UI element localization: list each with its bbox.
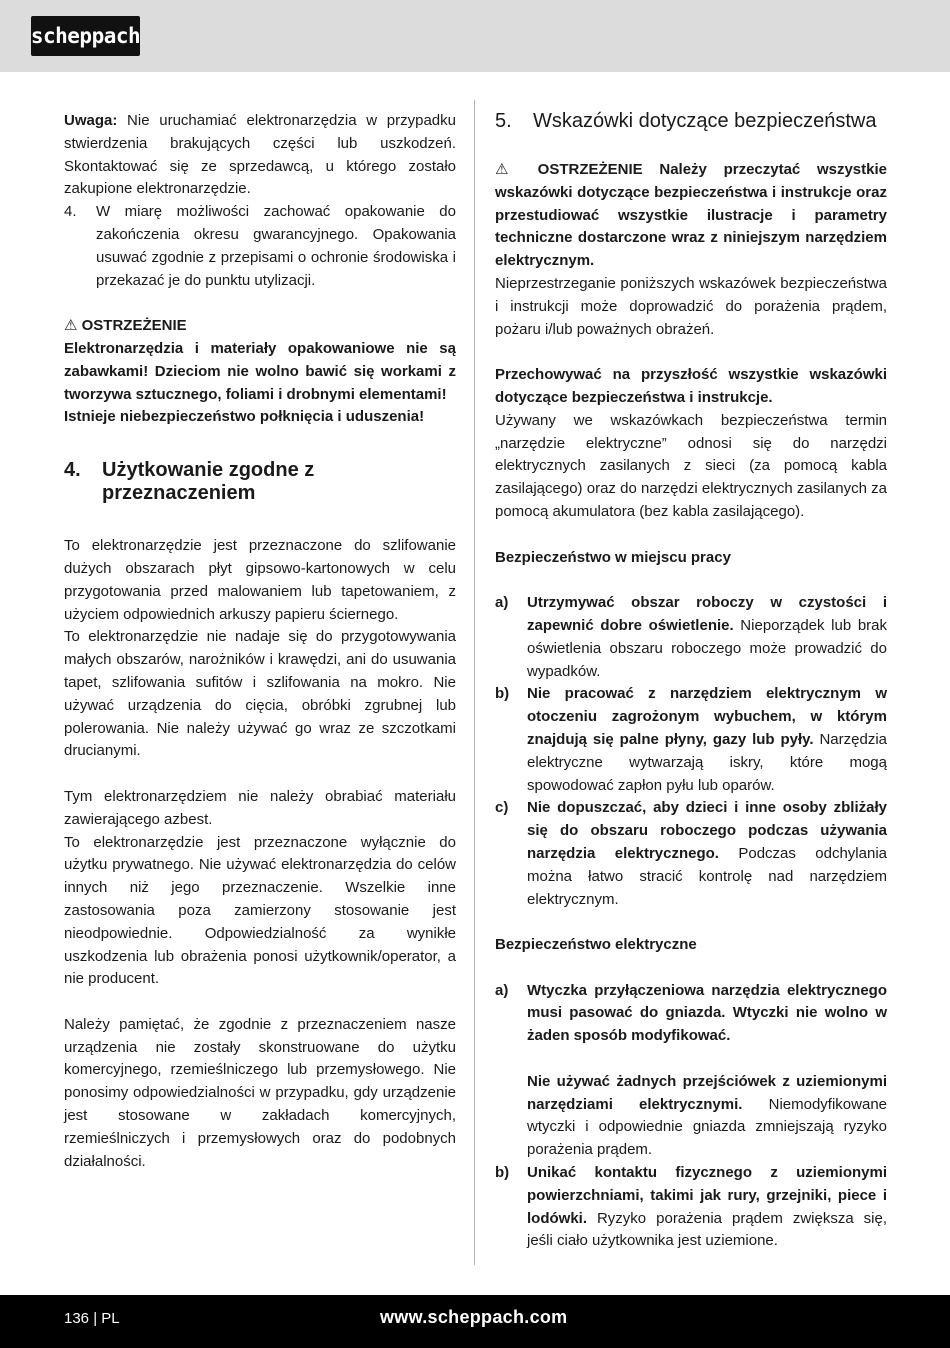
item-bold-2: Nie używać żadnych przejściówek z uziemionymi narzędziami elektrycznymi. bbox=[527, 1072, 887, 1113]
item-bold: Nie dopuszczać, aby dzieci i inne osoby zbliżały się do obszaru roboczego podczas używania narzędzia elektrycznego. bbox=[527, 799, 887, 862]
column-divider bbox=[474, 100, 475, 1265]
page-header bbox=[0, 0, 950, 72]
item-text: Narzędzia elektryczne wytwarzają iskry, które mogą spowodować zapłon pyłu lub oparów. bbox=[527, 730, 887, 794]
section-4-heading bbox=[64, 459, 456, 505]
warning-title: OSTRZEŻENIE bbox=[537, 161, 643, 178]
electrical-safety-heading: Bezpieczeństwo elektryczne bbox=[495, 936, 697, 954]
paragraph-5: Należy pamiętać, że zgodnie z przeznaczeniem nasze urządzenia nie zostały skonstruowane do użytku komercyjnego, rzemieślniczego lub przemysłowego. Nie ponosimy odpowiedzialności w przypadku, gdy urządzenie jest stosowane w zakładach komercyjnych, rzemieślniczych i przemysłowych oraz do podobnych działalności. bbox=[64, 1015, 456, 1170]
left-column bbox=[64, 110, 456, 1173]
workplace-item-c bbox=[495, 797, 887, 911]
scheppach-logo: scheppach bbox=[31, 16, 140, 56]
uwaga-text: Nie uruchamiać elektronarzędzia w przypadku stwierdzenia brakujących części lub uszkodzeń. Skontaktować się ze sprzedawcą, u którego zostało zakupione elektronarzędzie. bbox=[64, 112, 456, 198]
list-number: 4. bbox=[64, 203, 77, 221]
workplace-item-b bbox=[495, 683, 887, 797]
right-column bbox=[495, 110, 887, 1253]
website-url: www.scheppach.com bbox=[380, 1307, 568, 1327]
section-5-heading bbox=[495, 110, 887, 133]
uwaga-label: Uwaga: bbox=[64, 112, 118, 129]
item-text: Niemodyfikowane wtyczki i odpowiednie gniazda zmniejszają ryzyko porażenia prądem. bbox=[527, 1095, 888, 1159]
item-letter: b) bbox=[495, 685, 510, 703]
warning-triangle-icon: ⚠ bbox=[495, 161, 521, 178]
item-letter: a) bbox=[495, 594, 509, 612]
warning-text-1: Elektronarzędzia i materiały opakowaniowe nie są zabawkami! Dzieciom nie wolno bawić się workami z tworzywa sztucznego, foliami i drobnymi elementami! bbox=[64, 339, 456, 403]
list-item-4 bbox=[64, 201, 456, 292]
keep-instructions: Przechowywać na przyszłość wszystkie wskazówki dotyczące bezpieczeństwa i instrukcje. bbox=[495, 366, 887, 406]
paragraph-2: To elektronarzędzie nie nadaje się do przygotowywania małych obszarów, narożników i krawędzi, ani do usuwania tapet, szlifowania sufitów i szlifowania na mokro. Nie używać urządzenia do cięcia, obróbki zgrubnej lub polerowania. Nie należy używać go wraz ze szczotkami drucianymi. bbox=[64, 628, 456, 760]
workplace-safety-heading: Bezpieczeństwo w miejscu pracy bbox=[495, 548, 731, 566]
item-bold: Wtyczka przyłączeniowa narzędzia elektrycznego musi pasować do gniazda. Wtyczki nie wolno w żaden sposób modyfikować. bbox=[527, 981, 887, 1045]
paragraph-4: To elektronarzędzie jest przeznaczone wyłącznie do użytku prywatnego. Nie używać elektronarzędzia do celów innych niż jego przeznaczenie. Wszelkie inne zastosowania poza zamierzony stosowanie jest nieodpowiednie. Odpowiedzialność za wynikłe uszkodzenia lub obrażenia ponosi użytkownik/operator, a nie producent. bbox=[64, 833, 456, 988]
safety-warning bbox=[495, 159, 887, 273]
item-bold: Utrzymywać obszar roboczy w czystości i zapewnić dobre oświetlenie. bbox=[527, 594, 887, 634]
page-number: 136 | PL bbox=[64, 1310, 120, 1327]
section-title: Wskazówki dotyczące bezpieczeństwa bbox=[533, 110, 877, 132]
electrical-item-a bbox=[495, 980, 887, 1162]
item-letter: a) bbox=[495, 981, 509, 999]
term-definition: Używany we wskazówkach bezpieczeństwa termin „narzędzie elektryczne” odnosi się do narzędzi elektrycznych zasilanych z sieci (za pomocą kabla zasilającego) oraz do narzędzi elektrycznych zasilanych za pomocą akumulatora (bez kabla zasilającego). bbox=[495, 411, 887, 520]
item-text: Podczas odchylania można łatwo stracić kontrolę nad narzędziem elektrycznym. bbox=[527, 844, 888, 908]
workplace-item-a bbox=[495, 592, 887, 683]
item-bold: Unikać kontaktu fizycznego z uziemionymi powierzchniami, takimi jak rury, grzejniki, piece i lodówki. bbox=[527, 1164, 887, 1227]
warning-consequence: Nieprzestrzeganie poniższych wskazówek bezpieczeństwa i instrukcji może doprowadzić do porażenia prądem, pożaru i/lub poważnych obrażeń. bbox=[495, 274, 887, 338]
item-text: Ryzyko porażenia prądem zwiększa się, jeśli ciało użytkownika jest uziemione. bbox=[527, 1209, 887, 1250]
warning-title: OSTRZEŻENIE bbox=[81, 317, 187, 335]
item-bold: Nie pracować z narzędziem elektrycznym w otoczeniu zagrożonym wybuchem, w którym znajdują się palne płyny, gazy lub pyły. bbox=[527, 685, 887, 748]
warning-triangle-icon: ⚠ bbox=[64, 317, 78, 335]
item-letter: c) bbox=[495, 799, 509, 817]
warning-bold-text: Należy przeczytać wszystkie wskazówki dotyczące bezpieczeństwa i instrukcje oraz przestudiować wszystkie ilustracje i parametry techniczne dostarczone wraz z niniejszym narzędziem elektrycznym. bbox=[495, 161, 887, 270]
item-letter: b) bbox=[495, 1164, 510, 1182]
electrical-item-b bbox=[495, 1162, 887, 1253]
section-title: Użytkowanie zgodne z przeznaczeniem bbox=[102, 459, 315, 505]
paragraph-3: Tym elektronarzędziem nie należy obrabiać materiału zawierającego azbest. bbox=[64, 787, 456, 828]
section-number: 5. bbox=[495, 110, 512, 132]
section-number: 4. bbox=[64, 459, 81, 482]
uwaga-paragraph bbox=[64, 110, 456, 201]
page-footer bbox=[0, 1295, 950, 1348]
paragraph-1: To elektronarzędzie jest przeznaczone do szlifowanie dużych obszarach płyt gipsowo-kartonowych w celu przygotowania przed malowaniem lub tapetowaniem, z użyciem odpowiednich arkuszy papieru ściernego. bbox=[64, 537, 456, 623]
item-text: Nieporządek lub brak oświetlenia obszaru roboczego może prowadzić do wypadków. bbox=[527, 616, 888, 680]
warning-text-2: Istnieje niebezpieczeństwo połknięcia i uduszenia! bbox=[64, 408, 425, 426]
warning-heading bbox=[64, 315, 456, 338]
list-text: W miarę możliwości zachować opakowanie do zakończenia okresu gwarancyjnego. Opakowania usuwać zgodnie z przepisami o ochronie środowiska i przekazać je do punktu utylizacji. bbox=[96, 203, 456, 289]
